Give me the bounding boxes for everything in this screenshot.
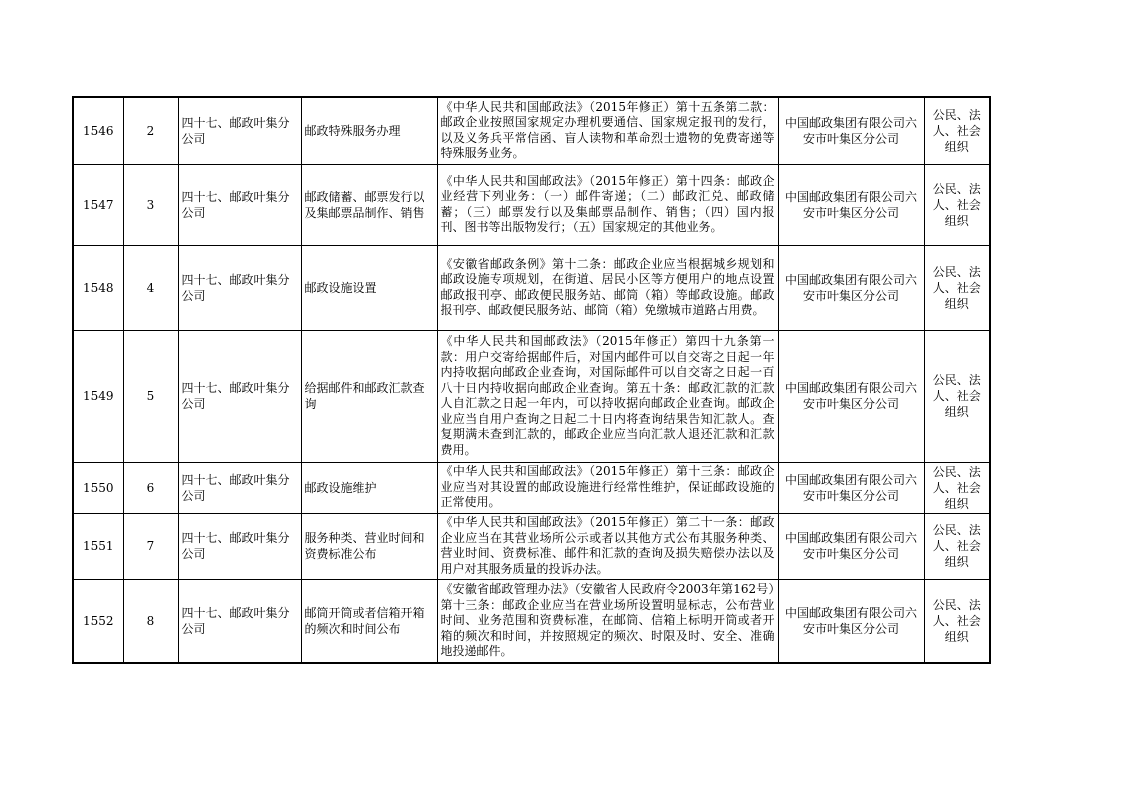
table-row: [73, 164, 990, 245]
department-cell: 四十七、邮政叶集分公司: [178, 330, 301, 462]
legal-basis-cell: 《中华人民共和国邮政法》（2015年修正）第二十一条：邮政企业应当在其营业场所公示或者以其他方式公布其服务种类、营业时间、资费标准、邮件和汇款的查询及损失赔偿办法以及用户对其服务质量的投诉办法。: [437, 513, 778, 579]
service-object-cell: 公民、法人、社会组织: [924, 164, 990, 245]
legal-basis-cell: 《中华人民共和国邮政法》（2015年修正）第四十九条第一款：用户交寄给据邮件后，对国内邮件可以自交寄之日起一年内持收据向邮政企业查询，对国际邮件可以自交寄之日起一百八十日内持收据向邮政企业查询。第五十条：邮政汇款的汇款人自汇款之日起一年内，可以持收据向邮政企业查询。邮政企业应当自用户查询之日起二十日内将查询结果告知汇款人。查复期满未查到汇款的，邮政企业应当向汇款人退还汇款和汇款费用。: [437, 330, 778, 462]
department-cell: 四十七、邮政叶集分公司: [178, 245, 301, 330]
service-item-cell: 服务种类、营业时间和资费标准公布: [301, 513, 437, 579]
row-sub-index: 6: [123, 462, 178, 513]
legal-basis-cell: 《中华人民共和国邮政法》（2015年修正）第十五条第二款：邮政企业按照国家规定办理机要通信、国家规定报刊的发行，以及义务兵平常信函、盲人读物和革命烈士遗物的免费寄递等特殊服务业务。: [437, 97, 778, 164]
row-serial-number: 1552: [73, 579, 123, 663]
responsible-org-cell: 中国邮政集团有限公司六安市叶集区分公司: [778, 97, 924, 164]
department-cell: 四十七、邮政叶集分公司: [178, 579, 301, 663]
table-row: [73, 330, 990, 462]
row-sub-index: 5: [123, 330, 178, 462]
table-row: [73, 462, 990, 513]
department-cell: 四十七、邮政叶集分公司: [178, 97, 301, 164]
table-row: [73, 579, 990, 663]
service-item-cell: 给据邮件和邮政汇款查询: [301, 330, 437, 462]
department-cell: 四十七、邮政叶集分公司: [178, 462, 301, 513]
service-object-cell: 公民、法人、社会组织: [924, 330, 990, 462]
row-sub-index: 3: [123, 164, 178, 245]
responsible-org-cell: 中国邮政集团有限公司六安市叶集区分公司: [778, 579, 924, 663]
service-object-cell: 公民、法人、社会组织: [924, 462, 990, 513]
service-object-cell: 公民、法人、社会组织: [924, 579, 990, 663]
table-row: [73, 513, 990, 579]
service-item-cell: 邮政设施维护: [301, 462, 437, 513]
responsible-org-cell: 中国邮政集团有限公司六安市叶集区分公司: [778, 164, 924, 245]
department-cell: 四十七、邮政叶集分公司: [178, 513, 301, 579]
service-object-cell: 公民、法人、社会组织: [924, 245, 990, 330]
row-serial-number: 1548: [73, 245, 123, 330]
row-sub-index: 7: [123, 513, 178, 579]
row-serial-number: 1550: [73, 462, 123, 513]
service-item-cell: 邮政设施设置: [301, 245, 437, 330]
row-sub-index: 4: [123, 245, 178, 330]
responsible-org-cell: 中国邮政集团有限公司六安市叶集区分公司: [778, 330, 924, 462]
row-sub-index: 8: [123, 579, 178, 663]
responsible-org-cell: 中国邮政集团有限公司六安市叶集区分公司: [778, 462, 924, 513]
service-item-cell: 邮政储蓄、邮票发行以及集邮票品制作、销售: [301, 164, 437, 245]
table-body: [73, 97, 990, 663]
table-row: [73, 245, 990, 330]
service-item-cell: 邮政特殊服务办理: [301, 97, 437, 164]
service-item-cell: 邮筒开筒或者信箱开箱的频次和时间公布: [301, 579, 437, 663]
row-serial-number: 1551: [73, 513, 123, 579]
row-serial-number: 1546: [73, 97, 123, 164]
legal-basis-cell: 《中华人民共和国邮政法》（2015年修正）第十四条：邮政企业经营下列业务：（一）邮件寄递；（二）邮政汇兑、邮政储蓄；（三）邮票发行以及集邮票品制作、销售；（四）国内报刊、图书等出版物发行；（五）国家规定的其他业务。: [437, 164, 778, 245]
service-object-cell: 公民、法人、社会组织: [924, 513, 990, 579]
department-cell: 四十七、邮政叶集分公司: [178, 164, 301, 245]
service-list-table: [72, 96, 991, 664]
row-serial-number: 1549: [73, 330, 123, 462]
legal-basis-cell: 《安徽省邮政管理办法》（安徽省人民政府令2003年第162号）第十三条：邮政企业应当在营业场所设置明显标志，公布营业时间、业务范围和资费标准，在邮筒、信箱上标明开筒或者开箱的频次和时间，并按照规定的频次、时限及时、安全、准确地投递邮件。: [437, 579, 778, 663]
row-serial-number: 1547: [73, 164, 123, 245]
service-object-cell: 公民、法人、社会组织: [924, 97, 990, 164]
row-sub-index: 2: [123, 97, 178, 164]
table-row: [73, 97, 990, 164]
responsible-org-cell: 中国邮政集团有限公司六安市叶集区分公司: [778, 245, 924, 330]
legal-basis-cell: 《安徽省邮政条例》第十二条：邮政企业应当根据城乡规划和邮政设施专项规划，在街道、居民小区等方便用户的地点设置邮政报刊亭、邮政便民服务站、邮筒（箱）等邮政设施。邮政报刊亭、邮政便民服务站、邮筒（箱）免缴城市道路占用费。: [437, 245, 778, 330]
responsible-org-cell: 中国邮政集团有限公司六安市叶集区分公司: [778, 513, 924, 579]
legal-basis-cell: 《中华人民共和国邮政法》（2015年修正）第十三条：邮政企业应当对其设置的邮政设施进行经常性维护，保证邮政设施的正常使用。: [437, 462, 778, 513]
